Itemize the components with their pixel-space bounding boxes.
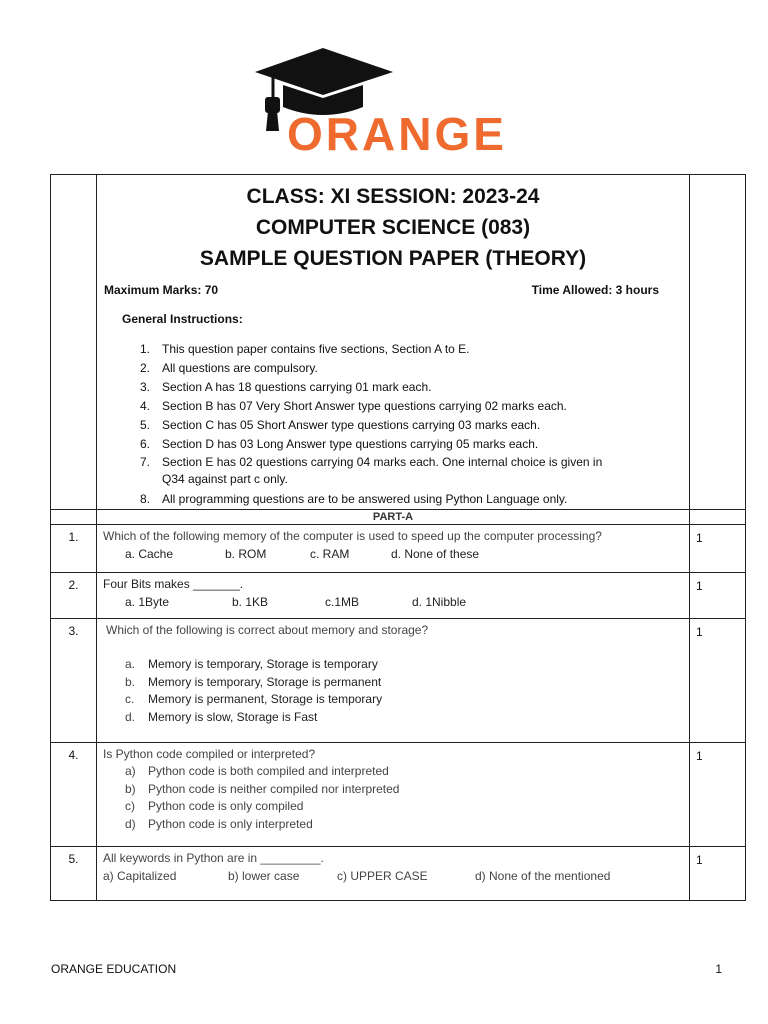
- marks: 1: [696, 853, 703, 867]
- paper-title: SAMPLE QUESTION PAPER (THEORY): [199, 247, 587, 270]
- option: d. Memory is slow, Storage is Fast: [125, 709, 318, 724]
- time-allowed: Time Allowed: 3 hours: [531, 283, 659, 297]
- marks-cell: [690, 525, 746, 573]
- option: b) lower case: [228, 869, 300, 883]
- page-number: 1: [715, 962, 722, 976]
- option: c. Memory is permanent, Storage is temporary: [125, 692, 383, 706]
- instruction-item: 7. Section E has 02 questions carrying 04 marks each. One internal choice is given in Q34 against part c only.: [140, 455, 603, 486]
- question-cell: [97, 847, 690, 901]
- option: d. None of these: [391, 547, 480, 561]
- marks-cell: [690, 743, 746, 847]
- question-number: 4.: [51, 743, 97, 847]
- option: a. 1Byte: [125, 595, 170, 609]
- question-number: 5.: [51, 847, 97, 901]
- question-cell: [97, 743, 690, 847]
- instruction-item: 8. All programming questions are to be answered using Python Language only.: [140, 492, 568, 506]
- question-number: 1.: [51, 525, 97, 573]
- question-row: [51, 525, 746, 573]
- class-session-title: CLASS: XI SESSION: 2023-24: [246, 185, 540, 208]
- orange-logo: [255, 45, 515, 160]
- question-cell: [97, 573, 690, 619]
- marks: 1: [696, 625, 703, 639]
- paper-header: [97, 175, 690, 510]
- instructions-list: [97, 340, 689, 509]
- part-row: [51, 510, 746, 525]
- question-row: [51, 619, 746, 743]
- option: c) Python code is only compiled: [125, 799, 304, 813]
- option: c) UPPER CASE: [337, 869, 428, 883]
- question-paper-table: [50, 174, 746, 901]
- instruction-item: 3. Section A has 18 questions carrying 01 mark each.: [140, 380, 432, 394]
- instruction-item: 6. Section D has 03 Long Answer type questions carrying 05 marks each.: [140, 437, 539, 451]
- subject-title: COMPUTER SCIENCE (083): [255, 216, 531, 239]
- option: c.1MB: [325, 595, 360, 609]
- question-row: [51, 847, 746, 901]
- option: a) Capitalized: [103, 869, 177, 883]
- maximum-marks: Maximum Marks: 70: [104, 283, 219, 297]
- option: d) None of the mentioned: [475, 869, 611, 883]
- option: d) Python code is only interpreted: [125, 816, 313, 831]
- marks-cell: [690, 619, 746, 743]
- options-row: [97, 867, 689, 885]
- option: d. 1Nibble: [412, 595, 467, 609]
- header-row: [51, 175, 746, 510]
- marks: 1: [696, 579, 703, 593]
- question-text: Which of the following memory of the computer is used to speed up the computer processing?: [103, 529, 602, 543]
- option: a. Cache: [125, 547, 174, 561]
- header-right-cell: [690, 175, 746, 510]
- option: b) Python code is neither compiled nor interpreted: [125, 781, 400, 796]
- part-left-cell: [51, 510, 97, 525]
- question-text: Four Bits makes _______.: [103, 577, 244, 591]
- options-list: [97, 656, 689, 726]
- option: a. Memory is temporary, Storage is temporary: [125, 657, 378, 671]
- part-label: PART-A: [97, 510, 690, 525]
- question-text: Is Python code compiled or interpreted?: [103, 747, 316, 761]
- instruction-item: 5. Section C has 05 Short Answer type questions carrying 03 marks each.: [140, 418, 541, 432]
- instruction-item: 2. All questions are compulsory.: [140, 361, 318, 375]
- marks-cell: [690, 847, 746, 901]
- question-text: All keywords in Python are in _________.: [103, 851, 324, 865]
- question-cell: [97, 525, 690, 573]
- meta-row: [97, 280, 689, 302]
- instruction-item: 4. Section B has 07 Very Short Answer type questions carrying 02 marks each.: [140, 399, 567, 413]
- general-instructions-heading: General Instructions:: [122, 312, 243, 326]
- marks: 1: [696, 531, 703, 545]
- part-right-cell: [690, 510, 746, 525]
- question-row: [51, 573, 746, 619]
- option: a) Python code is both compiled and interpreted: [125, 764, 389, 778]
- option: b. ROM: [225, 547, 267, 561]
- question-number: 3.: [51, 619, 97, 743]
- question-cell: [97, 619, 690, 743]
- question-text: Which of the following is correct about memory and storage?: [106, 623, 429, 637]
- marks-cell: [690, 573, 746, 619]
- header-left-cell: [51, 175, 97, 510]
- logo-text: ORANGE: [287, 108, 507, 160]
- option: b. 1KB: [232, 595, 269, 609]
- question-number: 2.: [51, 573, 97, 619]
- options-row: [97, 545, 689, 563]
- marks: 1: [696, 749, 703, 763]
- question-row: [51, 743, 746, 847]
- instruction-item: 1. This question paper contains five sections, Section A to E.: [140, 342, 470, 356]
- footer-org: ORANGE EDUCATION: [51, 962, 177, 976]
- options-list: [97, 763, 689, 833]
- option: c. RAM: [310, 547, 350, 561]
- option: b. Memory is temporary, Storage is permanent: [125, 674, 382, 689]
- options-row: [97, 593, 689, 611]
